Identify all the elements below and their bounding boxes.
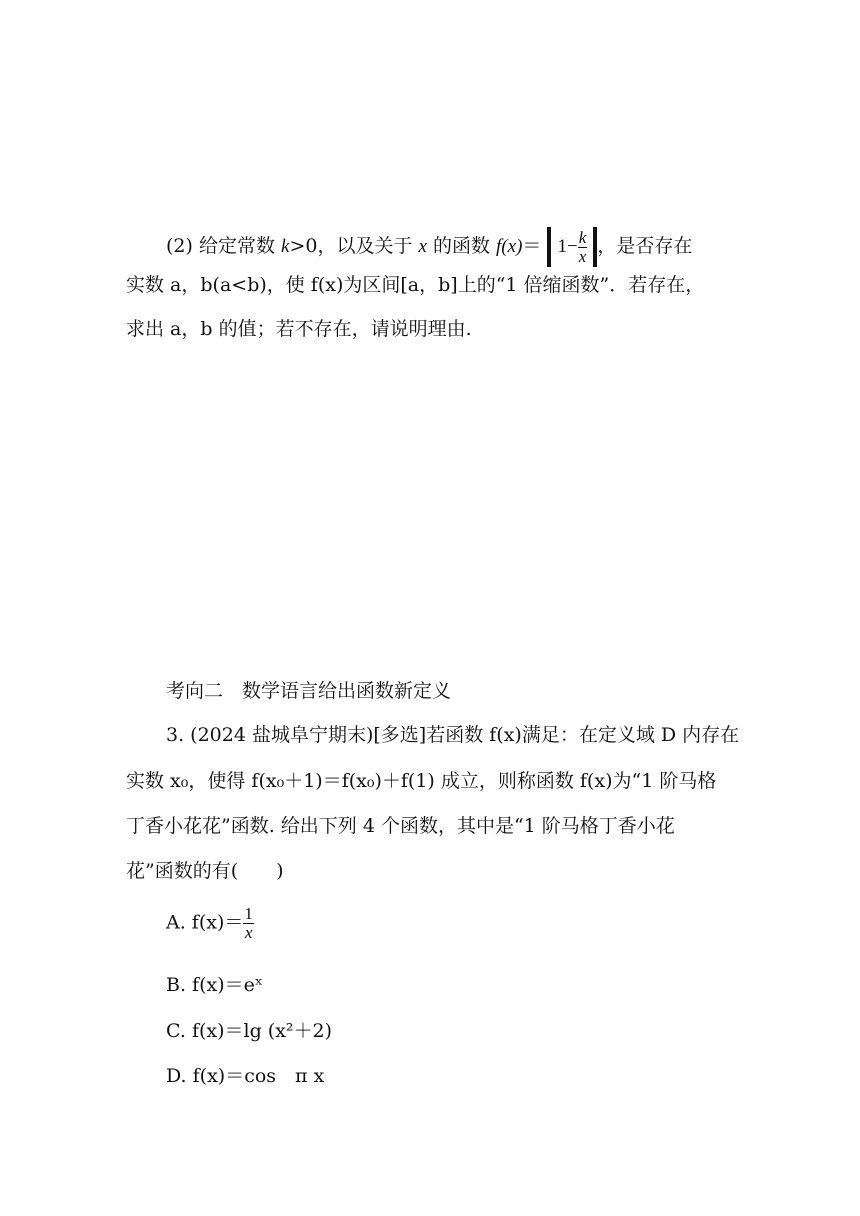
fraction-numerator: 1 xyxy=(244,904,253,923)
text: >0，以及关于 xyxy=(289,235,419,257)
section-heading: 考向二 数学语言给出函数新定义 xyxy=(166,680,452,702)
option-c: C. f(x)＝lg (x²＋2) xyxy=(166,1020,333,1042)
option-b: B. f(x)＝eˣ xyxy=(166,974,263,996)
fraction-1-over-x xyxy=(243,905,254,942)
option-d: D. f(x)＝cos π x xyxy=(166,1065,325,1087)
text: (2) 给定常数 xyxy=(166,235,281,257)
equals-sign: ＝ xyxy=(522,235,542,257)
var-x: x xyxy=(418,236,427,257)
problem2-line3: 求出 a，b 的值；若不存在，请说明理由. xyxy=(126,318,472,340)
problem2-line2: 实数 a，b(a<b)，使 f(x)为区间[a，b]上的“1 倍缩函数”．若存在， xyxy=(126,274,705,296)
problem3-line1: 3. (2024 盐城阜宁期末)[多选]若函数 f(x)满足：在定义域 D 内存在 xyxy=(166,724,740,746)
fraction-denominator: x xyxy=(578,246,587,266)
option-a-label: A. f(x)＝ xyxy=(166,911,244,934)
problem3-line4: 花”函数的有( ) xyxy=(126,860,284,882)
abs-left-bar xyxy=(547,227,551,267)
fraction-k-over-x xyxy=(578,229,588,266)
text: 的函数 xyxy=(426,235,497,257)
fraction-denominator: x xyxy=(244,922,253,942)
abs-expression: 1− xyxy=(557,236,578,257)
fraction-numerator: k xyxy=(578,227,587,247)
problem2-line1 xyxy=(166,227,693,266)
var-k: k xyxy=(281,236,290,257)
function-fx: f(x) xyxy=(496,236,523,257)
option-a xyxy=(166,905,254,942)
text: ，是否存在 xyxy=(597,235,693,257)
problem3-line2: 实数 x₀，使得 f(x₀＋1)＝f(x₀)＋f(1) 成立，则称函数 f(x)为“1 阶马格 xyxy=(126,770,717,792)
problem3-line3: 丁香小花花”函数. 给出下列 4 个函数，其中是“1 阶马格丁香小花 xyxy=(126,815,675,837)
